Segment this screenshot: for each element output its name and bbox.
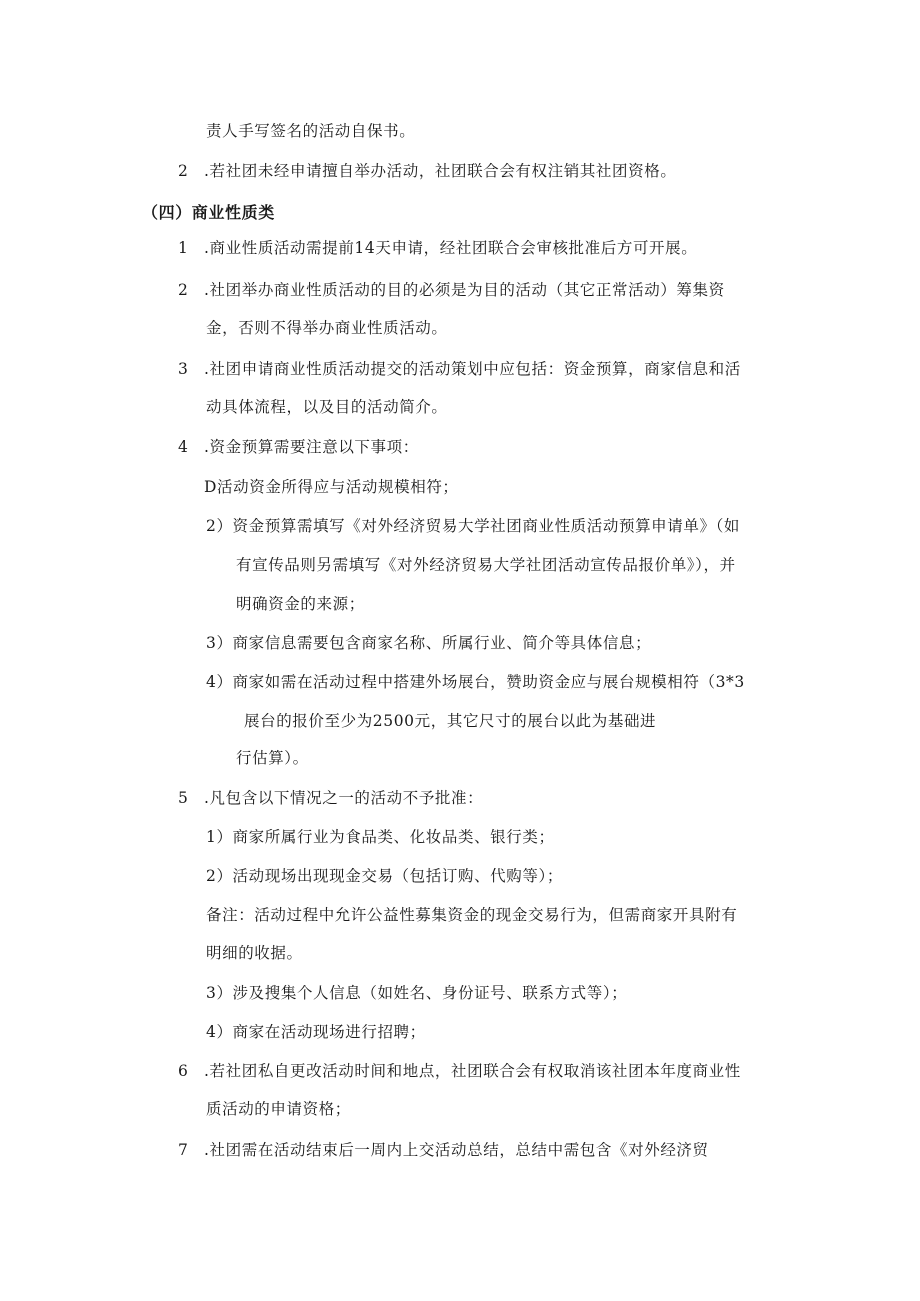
note-line: 备注：活动过程中允许公益性募集资金的现金交易行为，但需商家开具附有 [206, 906, 738, 924]
item-number: 1 [178, 239, 189, 257]
item-number: 6 [178, 1062, 189, 1080]
item-number: 2 [178, 281, 189, 299]
item-number: 4 [178, 438, 189, 456]
item-number: 2 [178, 162, 189, 180]
text-line: 质活动的申请资格； [206, 1100, 351, 1118]
item-number: 3 [178, 360, 189, 378]
text-line: 金，否则不得举办商业性质活动。 [206, 319, 448, 337]
sub-item: 2）活动现场出现现金交易（包括订购、代购等）； [206, 867, 563, 885]
numbered-item: 2 .若社团未经申请擅自举办活动，社团联合会有权注销其社团资格。 [178, 162, 677, 180]
section-heading: （四）商业性质类 [142, 203, 275, 222]
text-line: 明确资金的来源； [236, 595, 365, 613]
sub-item: 3）商家信息需要包含商家名称、所属行业、简介等具体信息； [206, 634, 652, 652]
sub-item: 2）资金预算需填写《对外经济贸易大学社团商业性质活动预算申请单》（如 [206, 517, 741, 535]
numbered-item: 2 .社团举办商业性质活动的目的必须是为目的活动（其它正常活动）筹集资 [178, 281, 725, 299]
text-line: 责人手写签名的活动自保书。 [206, 122, 416, 140]
numbered-item: 6 .若社团私自更改活动时间和地点，社团联合会有权取消该社团本年度商业性 [178, 1062, 741, 1080]
text-line: 行估算）。 [236, 749, 309, 767]
numbered-item: 5 .凡包含以下情况之一的活动不予批准： [178, 789, 484, 807]
sub-item: 3）涉及搜集个人信息（如姓名、身份证号、联系方式等）； [206, 984, 628, 1002]
sub-item: 4）商家如需在活动过程中搭建外场展台，赞助资金应与展台规模相符（3*3 [206, 673, 745, 691]
text-line: 动具体流程，以及目的活动简介。 [206, 398, 448, 416]
item-number: 7 [178, 1141, 189, 1159]
numbered-item: 1 .商业性质活动需提前14天申请，经社团联合会审核批准后方可开展。 [178, 239, 698, 257]
numbered-item: 4 .资金预算需要注意以下事项： [178, 438, 419, 456]
sub-item: 4）商家在活动现场进行招聘； [206, 1023, 426, 1041]
sub-item: D活动资金所得应与活动规模相符； [204, 478, 459, 496]
numbered-item: 7 .社团需在活动结束后一周内上交活动总结，总结中需包含《对外经济贸 [178, 1141, 709, 1159]
numbered-item: 3 .社团申请商业性质活动提交的活动策划中应包括：资金预算，商家信息和活 [178, 360, 741, 378]
item-number: 5 [178, 789, 189, 807]
text-line: 展台的报价至少为2500元，其它尺寸的展台以此为基础进 [244, 712, 657, 730]
text-line: 明细的收据。 [206, 944, 303, 962]
text-line: 有宣传品则另需填写《对外经济贸易大学社团活动宣传品报价单》），并 [236, 556, 736, 574]
sub-item: 1）商家所属行业为食品类、化妆品类、银行类； [206, 828, 555, 846]
